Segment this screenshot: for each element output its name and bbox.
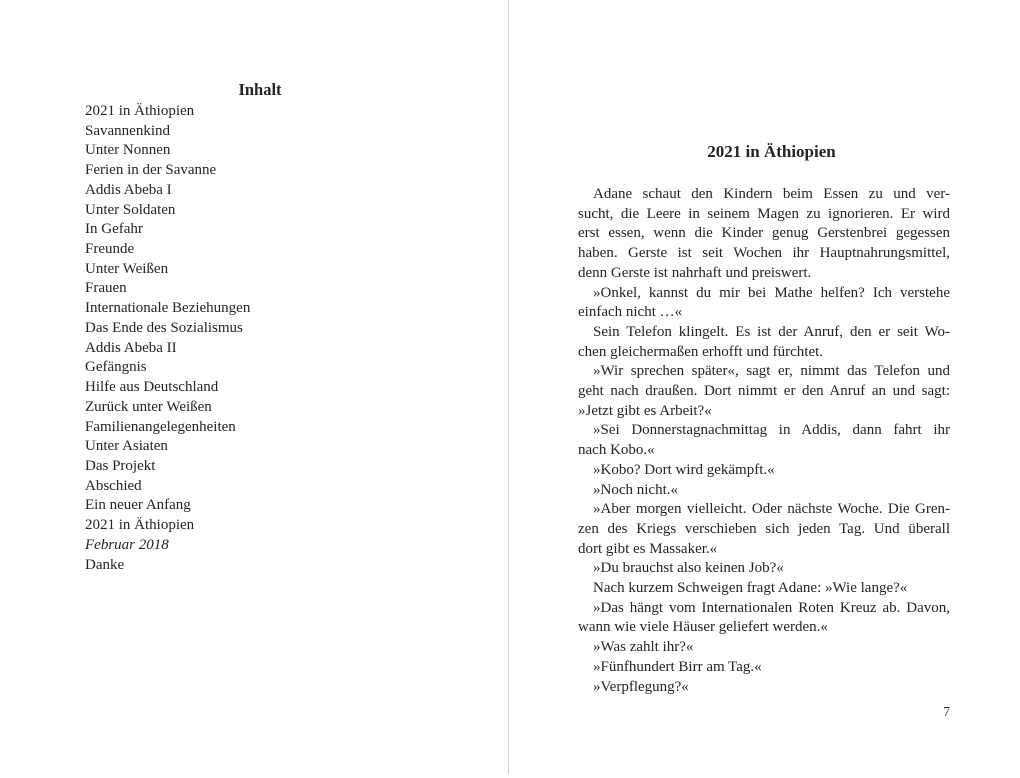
right-page <box>578 142 950 697</box>
body-line: einfach nicht …« <box>578 304 683 321</box>
body-line: denn Gerste ist nahrhaft und preiswert. <box>578 264 812 281</box>
toc-entry[interactable]: Gefängnis <box>85 359 147 376</box>
body-line: »Fünfhundert Birr am Tag.« <box>593 658 762 675</box>
toc-entry[interactable]: Unter Asiaten <box>85 438 168 455</box>
body-line: haben. Gerste ist seit Wochen ihr Hauptnahrungsmittel, <box>578 245 950 262</box>
body-line: wann wie viele Häuser geliefert werden.« <box>578 619 828 636</box>
toc-entry[interactable]: Unter Soldaten <box>85 201 176 218</box>
toc-entry[interactable]: Februar 2018 <box>85 536 169 553</box>
toc-entry[interactable]: Unter Nonnen <box>85 142 171 159</box>
toc-entry[interactable]: Hilfe aus Deutschland <box>85 379 219 396</box>
body-line: dort gibt es Massaker.« <box>578 540 718 557</box>
toc-entry[interactable]: Familienangelegenheiten <box>85 418 236 435</box>
toc-entry[interactable]: Zurück unter Weißen <box>85 398 212 415</box>
toc-entry[interactable]: In Gefahr <box>85 221 143 238</box>
chapter-body <box>578 185 950 697</box>
body-line: »Du brauchst also keinen Job?« <box>593 560 784 577</box>
body-line: nach Kobo.« <box>578 442 655 459</box>
toc-entry[interactable]: Abschied <box>85 477 142 494</box>
body-line: chen gleichermaßen erhofft und fürchtet. <box>578 343 824 360</box>
toc-entry[interactable]: Addis Abeba II <box>85 339 177 356</box>
page-number: 7 <box>943 704 950 719</box>
body-line: sucht, die Leere in seinem Magen zu ignorieren. Er wird <box>578 205 950 222</box>
toc-entry[interactable]: Freunde <box>85 241 135 258</box>
chapter-title: 2021 in Äthiopien <box>707 142 836 161</box>
body-line: »Das hängt vom Internationalen Roten Kreuz ab. Davon, <box>593 599 950 616</box>
toc-entry[interactable]: Addis Abeba I <box>85 181 172 198</box>
page-divider <box>508 0 509 774</box>
toc-entry[interactable]: 2021 in Äthiopien <box>85 103 195 119</box>
body-line: Nach kurzem Schweigen fragt Adane: »Wie lange?« <box>593 580 908 597</box>
body-line: erst essen, wenn die Kinder genug Gerstenbrei gegessen <box>578 225 950 242</box>
toc-entry[interactable]: Savannenkind <box>85 122 170 139</box>
body-line: »Noch nicht.« <box>593 481 678 498</box>
body-line: »Was zahlt ihr?« <box>593 639 694 656</box>
toc-title: Inhalt <box>238 80 282 99</box>
body-line: »Sei Donnerstagnachmittag in Addis, dann fahrt ihr <box>593 422 950 439</box>
body-line: Sein Telefon klingelt. Es ist der Anruf, den er seit Wo- <box>593 323 950 340</box>
toc-entry[interactable]: 2021 in Äthiopien <box>85 517 195 534</box>
body-line: zen des Kriegs verschieben sich jeden Tag. Und überall <box>578 520 950 537</box>
body-line: »Onkel, kannst du mir bei Mathe helfen? Ich verstehe <box>593 284 950 301</box>
body-line: geht nach draußen. Dort nimmt er den Anruf an und sagt: <box>578 383 950 400</box>
toc-entry[interactable]: Danke <box>85 556 125 573</box>
body-line: »Wir sprechen später«, sagt er, nimmt das Telefon und <box>593 363 950 380</box>
body-line: »Jetzt gibt es Arbeit?« <box>578 402 712 419</box>
toc-entry[interactable]: Internationale Beziehungen <box>85 300 251 317</box>
toc-entry[interactable]: Frauen <box>85 280 127 297</box>
toc-entry[interactable]: Das Ende des Sozialismus <box>85 319 243 336</box>
left-page <box>85 80 435 575</box>
body-line: »Aber morgen vielleicht. Oder nächste Woche. Die Gren- <box>593 501 950 518</box>
body-line: Adane schaut den Kindern beim Essen zu und ver- <box>593 186 950 202</box>
toc-entry[interactable]: Ein neuer Anfang <box>85 497 191 514</box>
body-line: »Verpflegung?« <box>593 678 689 695</box>
toc-entry[interactable]: Ferien in der Savanne <box>85 162 217 179</box>
toc-entry[interactable]: Unter Weißen <box>85 260 169 277</box>
toc-list <box>85 102 435 575</box>
toc-entry[interactable]: Das Projekt <box>85 457 156 474</box>
body-line: »Kobo? Dort wird gekämpft.« <box>593 461 775 478</box>
